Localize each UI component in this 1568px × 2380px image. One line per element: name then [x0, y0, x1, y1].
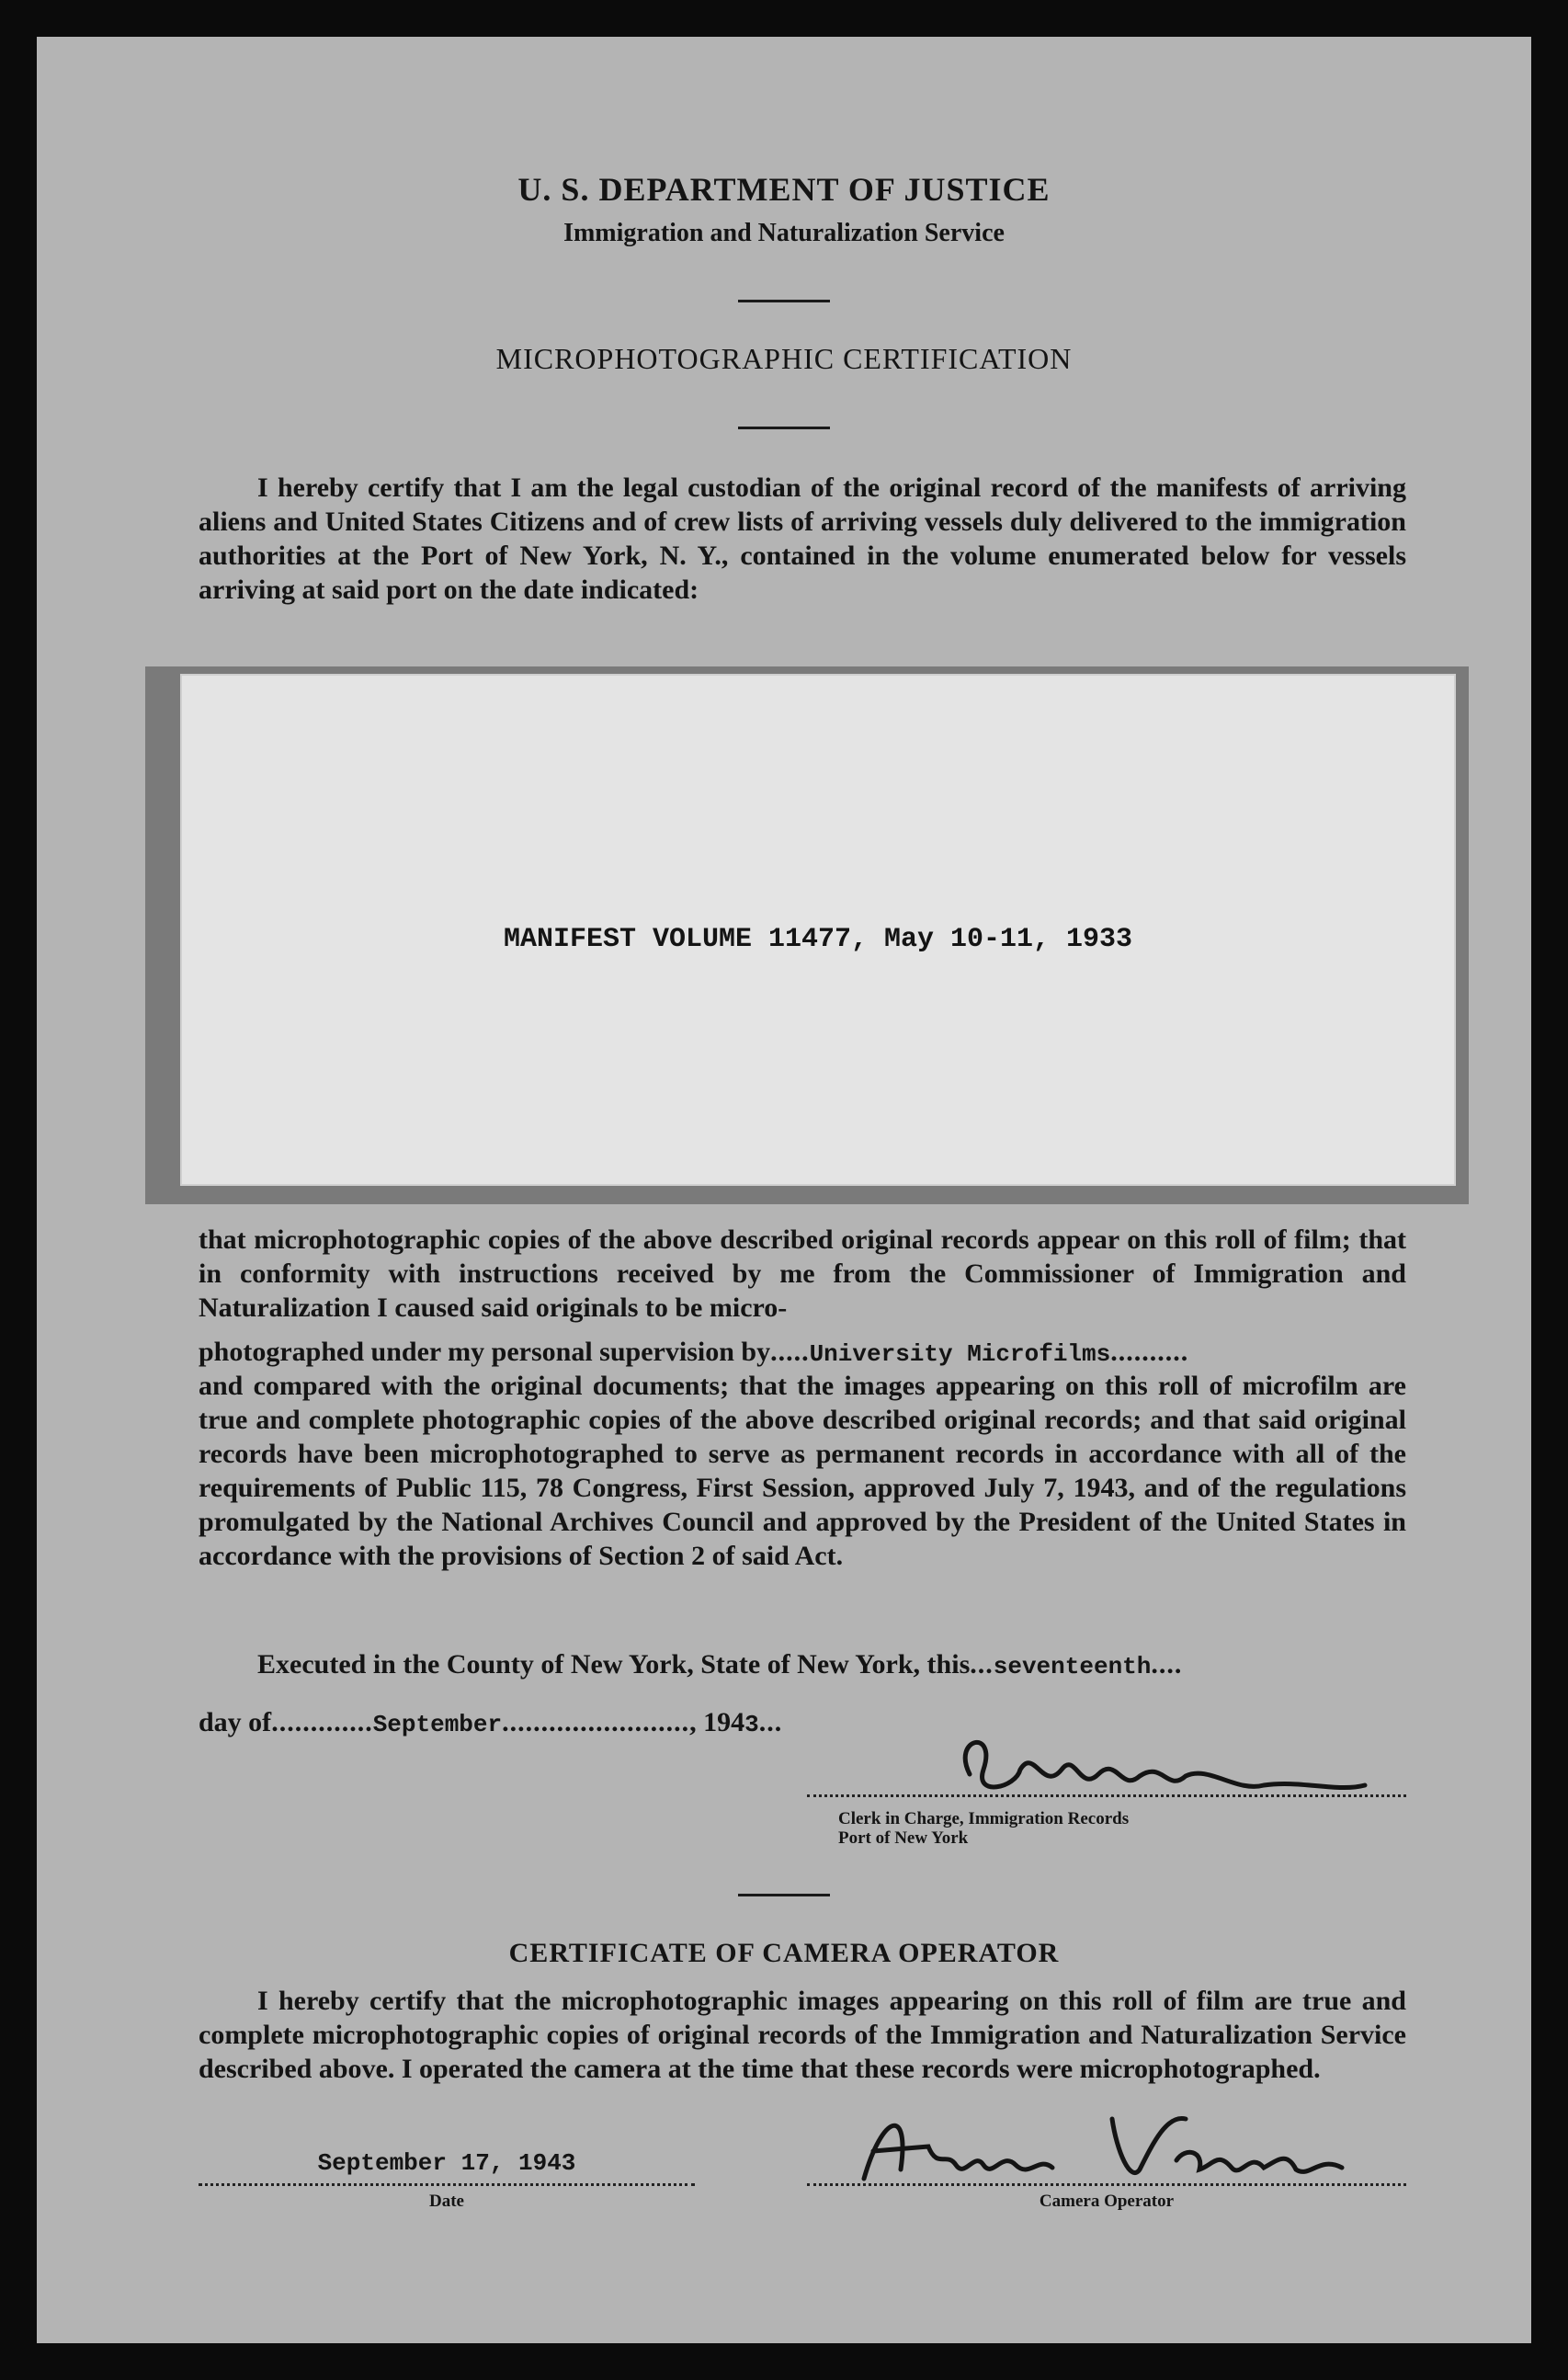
executed-prefix: Executed in the County of New York, State of New York, this	[257, 1649, 971, 1680]
compliance-text: and compared with the original documents; that the images appearing on this roll of microfilm are true and complete photographic copies of the above described original records; and that said original records have been microphotographed to serve as permanent records in accordance with all of the requirements of Public 115, 78 Congress, First Session, approved July 7, 1943, and of the regulations promulgated by the National Archives Council and approved by the President of the United States in accordance with the provisions of Section 2 of said Act.	[199, 1371, 1406, 1571]
operator-signature	[846, 2096, 1360, 2197]
executed-line: Executed in the County of New York, State of New York, this...seventeenth....	[257, 1649, 1183, 1680]
records-paragraph	[199, 1223, 1406, 1325]
department-heading: U. S. DEPARTMENT OF JUSTICE	[517, 171, 1051, 208]
camera-date: September 17, 1943	[317, 2149, 576, 2177]
certificate-sheet	[37, 37, 1531, 2343]
clerk-title-line1: Clerk in Charge, Immigration Records	[838, 1809, 1130, 1828]
divider	[738, 300, 830, 302]
divider	[738, 427, 830, 429]
intro-text: I hereby certify that I am the legal custodian of the original record of the manifests of arriving aliens and United States Citizens and of crew lists of arriving vessels duly delivered to the immigration authorities at the Port of New York, N. Y., contained in the volume enumerated below for vessels arriving at said port on the date indicated:	[199, 473, 1406, 605]
records-text: that microphotographic copies of the above described original records appear on this roll of film; that in conformity with instructions received by me from the Commissioner of Immigration and Naturalization I caused said originals to be micro-	[199, 1224, 1406, 1323]
supervision-line: photographed under my personal supervision by.....University Microfilms..........	[199, 1337, 1189, 1368]
manifest-slip	[182, 676, 1454, 1184]
divider	[738, 1894, 830, 1896]
date-signature-line	[199, 2183, 695, 2186]
date-label: Date	[429, 2192, 464, 2211]
camera-certificate-title: CERTIFICATE OF CAMERA OPERATOR	[508, 1938, 1060, 1968]
compliance-paragraph	[199, 1369, 1406, 1573]
year-prefix: , 194	[689, 1707, 745, 1737]
operator-label: Camera Operator	[1039, 2192, 1175, 2211]
day-of-label: day of	[199, 1707, 272, 1737]
year-digit: 3	[744, 1711, 759, 1738]
clerk-signature	[933, 1719, 1374, 1820]
camera-text: I hereby certify that the microphotographic images appearing on this roll of film are true and complete microphotographic copies of original records of the Immigration and Naturalization Service described above. I operated the camera at the time that these records were microphotographed.	[199, 1986, 1406, 2084]
intro-paragraph	[199, 471, 1406, 607]
execution-month: September	[372, 1711, 503, 1738]
certification-title: MICROPHOTOGRAPHIC CERTIFICATION	[495, 342, 1073, 375]
supervision-prefix: photographed under my personal supervision by	[199, 1337, 771, 1367]
day-word: seventeenth	[993, 1653, 1152, 1680]
manifest-volume-text: MANIFEST VOLUME 11477, May 10-11, 1933	[503, 924, 1133, 955]
clerk-title-line2: Port of New York	[838, 1828, 969, 1848]
clerk-title	[838, 1809, 1129, 1848]
camera-paragraph	[199, 1984, 1406, 2086]
date-line: day of.............September........................, 1943...	[199, 1707, 783, 1738]
service-subheading: Immigration and Naturalization Service	[563, 219, 1005, 247]
supervisor-name: University Microfilms	[809, 1340, 1111, 1368]
